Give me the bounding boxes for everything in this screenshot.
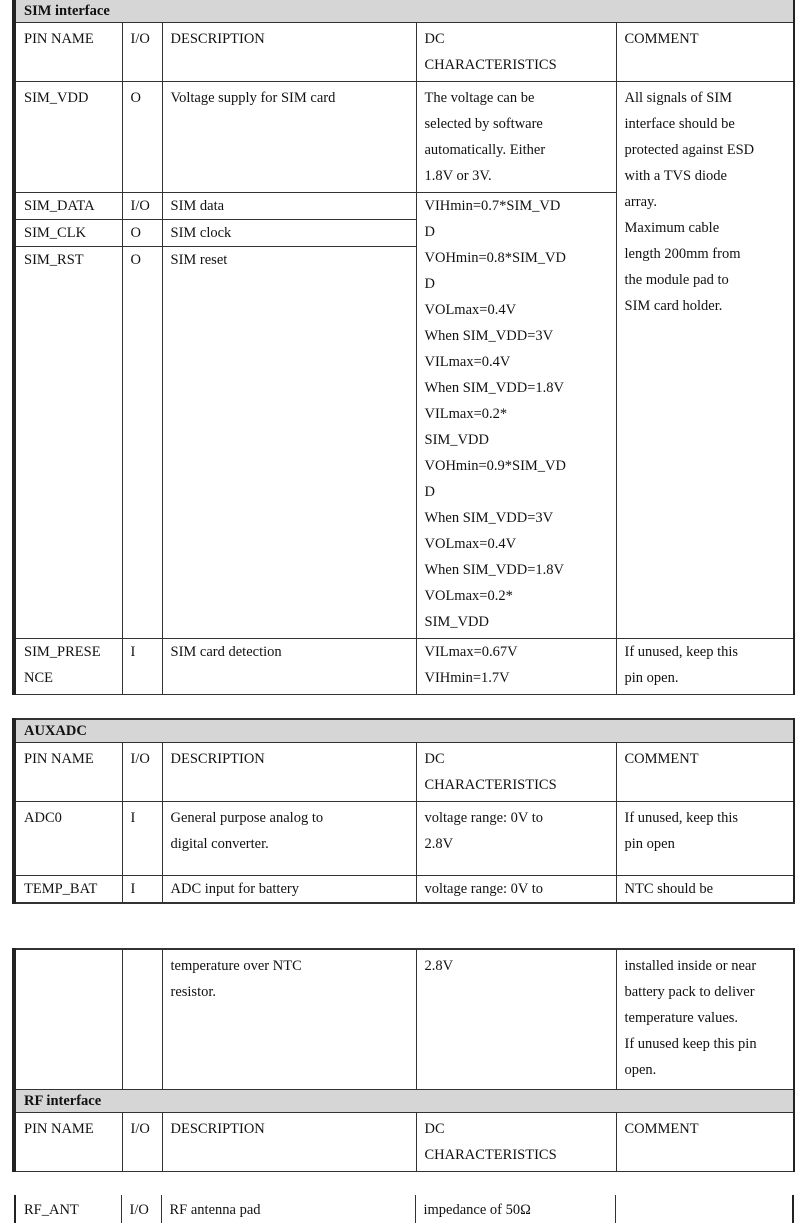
pin-cell: SIM_VDD <box>14 82 122 193</box>
comment-cell: If unused, keep this pin open <box>616 802 794 876</box>
desc-cell: temperature over NTC resistor. <box>162 949 416 1089</box>
comment-cell: All signals of SIM interface should be protected against ESD with a TVS diode array. Maximum cable length 200mm from the module pad to SIM card holder. <box>616 82 794 639</box>
comment-cell: If unused, keep this pin open. <box>616 639 794 695</box>
io-cell: I <box>122 639 162 695</box>
dc-cell: impedance of 50Ω <box>415 1195 615 1223</box>
col-io: I/O <box>122 743 162 802</box>
col-pin-name: PIN NAME <box>14 1112 122 1171</box>
col-dc: DC CHARACTERISTICS <box>416 23 616 82</box>
io-cell <box>122 949 162 1089</box>
col-dc: DC CHARACTERISTICS <box>416 1112 616 1171</box>
pin-cell: TEMP_BAT <box>14 876 122 904</box>
table-row <box>14 876 794 904</box>
io-cell: O <box>122 220 162 247</box>
col-description: DESCRIPTION <box>162 743 416 802</box>
io-cell: I/O <box>121 1195 161 1223</box>
rf-interface-table <box>12 948 795 1172</box>
comment-cell: installed inside or near battery pack to deliver temperature values. If unused keep this pin open. <box>616 949 794 1089</box>
rf-ant-row-fragment <box>14 1195 794 1223</box>
pin-cell: SIM_CLK <box>14 220 122 247</box>
col-comment: COMMENT <box>616 743 794 802</box>
desc-cell: SIM reset <box>162 247 416 639</box>
io-cell: I <box>122 802 162 876</box>
col-dc: DC CHARACTERISTICS <box>416 743 616 802</box>
header-row <box>14 1112 794 1171</box>
header-row <box>14 743 794 802</box>
io-cell: I <box>122 876 162 904</box>
col-pin-name: PIN NAME <box>14 743 122 802</box>
dc-cell: The voltage can be selected by software automatically. Either 1.8V or 3V. <box>416 82 616 193</box>
table-row <box>14 639 794 695</box>
desc-cell: SIM clock <box>162 220 416 247</box>
col-description: DESCRIPTION <box>162 1112 416 1171</box>
pin-cell <box>14 949 122 1089</box>
dc-cell: VILmax=0.67V VIHmin=1.7V <box>416 639 616 695</box>
col-comment: COMMENT <box>616 23 794 82</box>
sim-interface-table <box>12 0 795 695</box>
col-io: I/O <box>122 1112 162 1171</box>
section-title: SIM interface <box>14 0 794 23</box>
section-title: RF interface <box>14 1089 794 1112</box>
io-cell: O <box>122 82 162 193</box>
comment-cell: NTC should be <box>616 876 794 904</box>
io-cell: I/O <box>122 193 162 220</box>
desc-cell: SIM card detection <box>162 639 416 695</box>
desc-cell: RF antenna pad <box>161 1195 415 1223</box>
desc-cell: Voltage supply for SIM card <box>162 82 416 193</box>
desc-cell: ADC input for battery <box>162 876 416 904</box>
table-row <box>14 82 794 193</box>
table-row <box>15 1195 793 1223</box>
col-description: DESCRIPTION <box>162 23 416 82</box>
pin-cell: ADC0 <box>14 802 122 876</box>
desc-cell: General purpose analog to digital converter. <box>162 802 416 876</box>
pin-cell: SIM_PRESE NCE <box>14 639 122 695</box>
col-pin-name: PIN NAME <box>14 23 122 82</box>
col-comment: COMMENT <box>616 1112 794 1171</box>
pin-cell: RF_ANT <box>15 1195 121 1223</box>
dc-cell: voltage range: 0V to <box>416 876 616 904</box>
table-row <box>14 802 794 876</box>
dc-cell: 2.8V <box>416 949 616 1089</box>
dc-cell: voltage range: 0V to 2.8V <box>416 802 616 876</box>
pin-cell: SIM_DATA <box>14 193 122 220</box>
section-title: AUXADC <box>14 719 794 743</box>
header-row <box>14 23 794 82</box>
table-row <box>14 949 794 1089</box>
io-cell: O <box>122 247 162 639</box>
col-io: I/O <box>122 23 162 82</box>
desc-cell: SIM data <box>162 193 416 220</box>
pin-cell: SIM_RST <box>14 247 122 639</box>
dc-cell: VIHmin=0.7*SIM_VD D VOHmin=0.8*SIM_VD D VOLmax=0.4V When SIM_VDD=3V VILmax=0.4V When SIM_VDD=1.8V VILmax=0.2* SIM_VDD VOHmin=0.9*SIM_VD D When SIM_VDD=3V VOLmax=0.4V When SIM_VDD=1.8V VOLmax=0.2* SIM_VDD <box>416 193 616 639</box>
auxadc-table <box>12 718 795 904</box>
comment-cell <box>615 1195 793 1223</box>
